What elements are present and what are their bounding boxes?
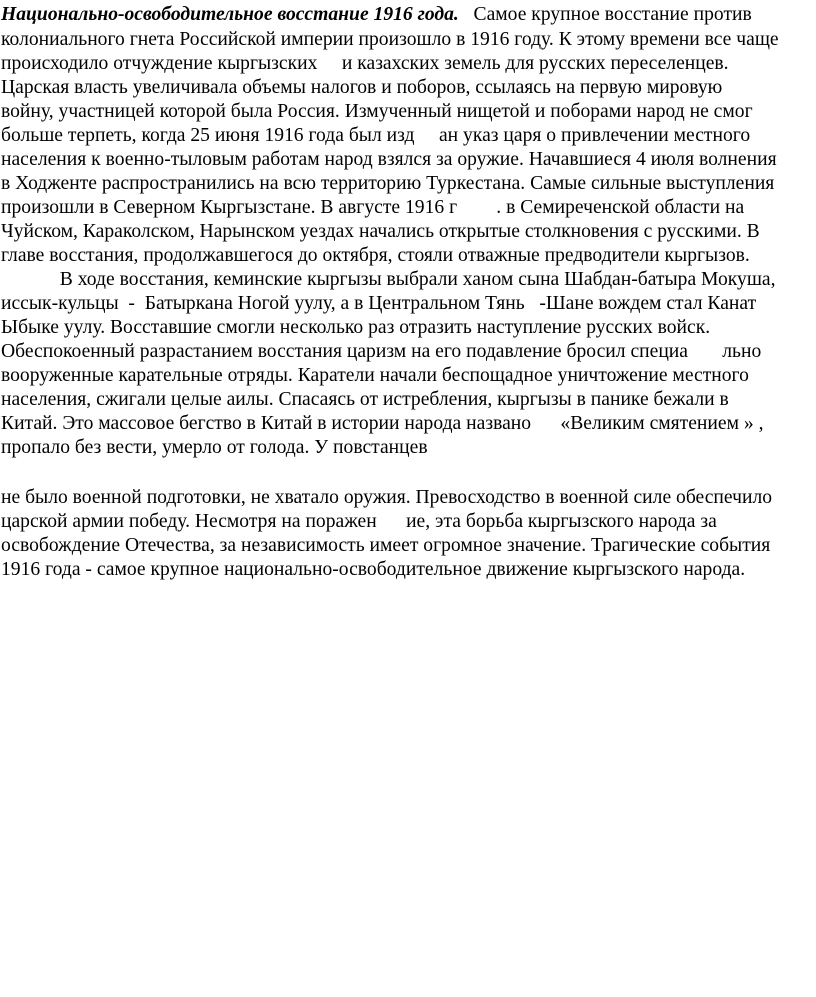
text-line-21: царской армии победу. Несмотря на поражен ие, эта борьба кыргызского народа за [1, 511, 717, 532]
text-line-6: больше терпеть, когда 25 июня 1916 года был изд ан указ царя о привлечении местного [1, 125, 751, 146]
text-line-14: Ыбыке уулу. Восставшие смогли несколько раз отразить наступление русских войск. [1, 317, 711, 338]
text-line-20: не было военной подготовки, не хватало оружия. Превосходство в военной силе обеспечило [1, 487, 773, 508]
text-line-7: населения к военно-тыловым работам народ взялся за оружие. Начавшиеся 4 июля волнения [1, 149, 777, 170]
text-line-4: Царская власть увеличивала объемы налогов и поборов, ссылаясь на первую мировую [1, 77, 723, 98]
text-line-23: 1916 года - самое крупное национально-освободительное движение кыргызского народа. [1, 559, 746, 580]
text-line-13: иссык-кульцы - Батыркана Ногой уулу, а в Центральном Тянь -Шане вождем стал Канат [1, 293, 757, 314]
text-line-11: главе восстания, продолжавшегося до октября, стояли отважные предводители кыргызов. [1, 245, 750, 266]
text-line-5: войну, участницей которой была Россия. Измученный нищетой и поборами народ не смог [1, 101, 753, 122]
text-line-19: пропало без вести, умерло от голода. У повстанцев [1, 437, 428, 458]
document-title: Национально-освободительное восстание 1916 года. [1, 4, 459, 25]
text-line-15: Обеспокоенный разрастанием восстания царизм на его подавление бросил специа льно [1, 341, 762, 362]
text-line-2: колониального гнета Российской империи произошло в 1916 году. К этому времени все чаще [1, 29, 779, 50]
text-line-10: Чуйском, Караколском, Нарынском уездах начались открытые столкновения с русскими. В [1, 221, 760, 242]
text-line-9: произошли в Северном Кыргызстане. В августе 1916 г . в Семиреченской области на [1, 197, 745, 218]
text-line-12: В ходе восстания, кеминские кыргызы выбрали ханом сына Шабдан-батыра Мокуша, [1, 269, 776, 290]
text-line-22: освобождение Отечества, за независимость имеет огромное значение. Трагические события [1, 535, 771, 556]
text-line-18: Китай. Это массовое бегство в Китай в истории народа названо «Великим смятением » , [1, 413, 764, 434]
text-line-3: происходило отчуждение кыргызских и казахских земель для русских переселенцев. [1, 53, 729, 74]
text-line-1 [1, 2, 752, 27]
paragraph-text: Самое крупное восстание против [458, 4, 752, 25]
text-line-17: населения, сжигали целые аилы. Спасаясь от истребления, кыргызы в панике бежали в [1, 389, 729, 410]
text-line-8: в Ходженте распространились на всю территорию Туркестана. Самые сильные выступления [1, 173, 775, 194]
text-line-16: вооруженные карательные отряды. Каратели начали беспощадное уничтожение местного [1, 365, 749, 386]
